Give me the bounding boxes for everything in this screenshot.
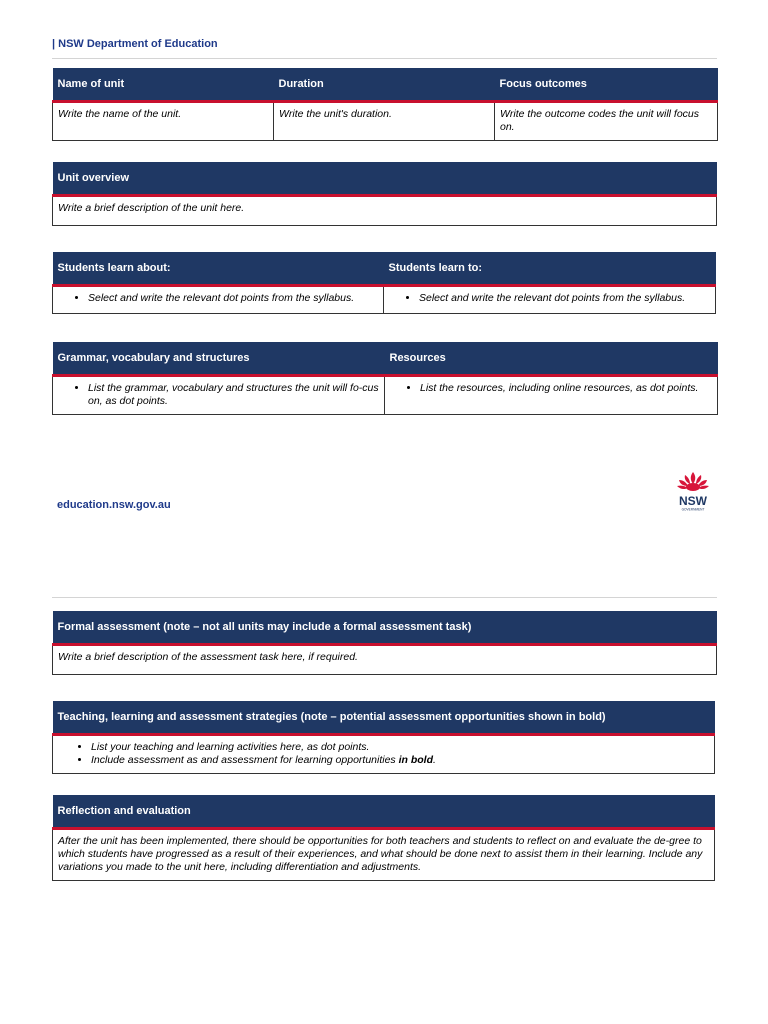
- reflection-cell[interactable]: After the unit has been implemented, there should be opportunities for both teachers and students to reflect on and evaluate the de-gree to which students have progressed as a result of their experiences, and what should be done next to assist them in their learning. Include any variations you made to the unit here, including differentiation and adjustments.: [53, 829, 715, 881]
- strategies-table: [52, 701, 715, 774]
- page-separator: [52, 597, 717, 598]
- resources-header: Resources: [385, 342, 718, 376]
- students-learn-table: [52, 252, 716, 314]
- grammar-cell[interactable]: [53, 376, 385, 415]
- logo-text: NSW: [679, 494, 707, 508]
- list-item: • Select and write the relevant dot points from the syllabus.: [88, 292, 378, 305]
- name-of-unit-header: Name of unit: [53, 68, 274, 102]
- formal-assessment-header: Formal assessment (note – not all units may include a formal assessment task): [53, 611, 717, 645]
- footer-url[interactable]: education.nsw.gov.au: [57, 499, 171, 511]
- formal-assessment-cell[interactable]: Write a brief description of the assessment task here, if required.: [53, 645, 717, 675]
- unit-overview-table: [52, 162, 717, 226]
- name-of-unit-cell[interactable]: Write the name of the unit.: [53, 102, 274, 141]
- list-item: • Select and write the relevant dot points from the syllabus.: [419, 292, 710, 305]
- formal-assessment-table: [52, 611, 717, 675]
- reflection-table: [52, 795, 715, 881]
- list-item: • List the grammar, vocabulary and structures the unit will fo-cus on, as dot points.: [88, 382, 379, 408]
- grammar-header: Grammar, vocabulary and structures: [53, 342, 385, 376]
- list-item: • List your teaching and learning activities here, as dot points.: [91, 741, 709, 754]
- unit-overview-cell[interactable]: Write a brief description of the unit here.: [53, 196, 717, 226]
- grammar-resources-table: [52, 342, 718, 415]
- reflection-header: Reflection and evaluation: [53, 795, 715, 829]
- unit-overview-header: Unit overview: [53, 162, 717, 196]
- logo-subtext: GOVERNMENT: [681, 507, 705, 512]
- nsw-waratah-logo: [672, 470, 714, 512]
- duration-header: Duration: [274, 68, 495, 102]
- list-item: • Include assessment as and assessment for learning opportunities in bold.: [91, 754, 709, 767]
- strategies-header: Teaching, learning and assessment strategies (note – potential assessment opportunities shown in bold): [53, 701, 715, 735]
- focus-outcomes-header: Focus outcomes: [495, 68, 718, 102]
- resources-cell[interactable]: [385, 376, 718, 415]
- duration-cell[interactable]: Write the unit's duration.: [274, 102, 495, 141]
- unit-info-table: [52, 68, 718, 141]
- learn-to-header: Students learn to:: [384, 252, 716, 286]
- list-item: • List the resources, including online resources, as dot points.: [420, 382, 712, 395]
- page-header: | NSW Department of Education: [52, 38, 717, 59]
- focus-outcomes-cell[interactable]: Write the outcome codes the unit will focus on.: [495, 102, 718, 141]
- learn-about-header: Students learn about:: [53, 252, 384, 286]
- learn-to-cell[interactable]: [384, 286, 716, 314]
- learn-about-cell[interactable]: [53, 286, 384, 314]
- strategies-cell[interactable]: [53, 735, 715, 774]
